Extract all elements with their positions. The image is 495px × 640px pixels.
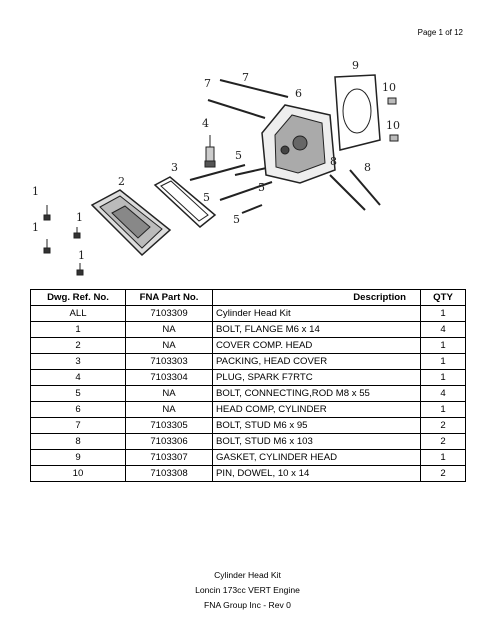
cell-desc: Cylinder Head Kit [213, 306, 421, 322]
cell-fna: 7103304 [126, 370, 213, 386]
cell-fna: NA [126, 338, 213, 354]
table-row [31, 386, 466, 402]
cell-desc: BOLT, FLANGE M6 x 14 [213, 322, 421, 338]
cell-qty: 4 [421, 322, 466, 338]
table-row [31, 354, 466, 370]
callout-label: 9 [352, 59, 359, 72]
callout-label: 10 [386, 119, 400, 132]
cell-desc: HEAD COMP, CYLINDER [213, 402, 421, 418]
table-row [31, 370, 466, 386]
table-row [31, 434, 466, 450]
callout-label: 7 [204, 77, 211, 90]
cell-qty: 1 [421, 450, 466, 466]
callout-label: 3 [171, 161, 178, 174]
callout-label: 8 [330, 155, 337, 168]
cell-dwg: 7 [31, 418, 126, 434]
callout-label: 8 [364, 161, 371, 174]
table-row [31, 306, 466, 322]
cell-desc: GASKET, CYLINDER HEAD [213, 450, 421, 466]
flange-bolt-icon [44, 239, 50, 253]
header-description: Description [213, 290, 421, 306]
page-footer [0, 568, 495, 613]
footer-engine: Loncin 173cc VERT Engine [195, 585, 300, 595]
cell-qty: 1 [421, 306, 466, 322]
cell-dwg: 5 [31, 386, 126, 402]
cell-dwg: 8 [31, 434, 126, 450]
footer-kit-name: Cylinder Head Kit [214, 570, 281, 580]
exploded-parts-diagram [30, 55, 470, 285]
cell-desc: BOLT, STUD M6 x 95 [213, 418, 421, 434]
flange-bolt-icon [44, 205, 50, 220]
header-fna-part: FNA Part No. [126, 290, 213, 306]
cell-qty: 1 [421, 370, 466, 386]
cell-fna: 7103305 [126, 418, 213, 434]
cell-dwg: 6 [31, 402, 126, 418]
cell-fna: NA [126, 402, 213, 418]
cell-dwg: 10 [31, 466, 126, 482]
table-row [31, 450, 466, 466]
header-qty: QTY [421, 290, 466, 306]
cell-qty: 1 [421, 338, 466, 354]
page-number: Page 1 of 12 [417, 28, 463, 37]
callout-label: 5 [233, 213, 240, 226]
table-row [31, 402, 466, 418]
callout-label: 1 [78, 249, 85, 262]
stud-bolt-icon [330, 170, 380, 210]
cell-desc: PACKING, HEAD COVER [213, 354, 421, 370]
table-row [31, 466, 466, 482]
stud-bolt-icon [208, 80, 288, 118]
callout-label: 2 [118, 175, 125, 188]
cell-qty: 2 [421, 434, 466, 450]
parts-table [30, 289, 466, 482]
cell-fna: 7103308 [126, 466, 213, 482]
callout-label: 1 [32, 221, 39, 234]
callout-label: 4 [202, 117, 209, 130]
callout-label: 10 [382, 81, 396, 94]
cell-qty: 1 [421, 402, 466, 418]
callout-label: 1 [32, 185, 39, 198]
cell-qty: 1 [421, 354, 466, 370]
table-row [31, 418, 466, 434]
cell-fna: 7103307 [126, 450, 213, 466]
callout-label: 6 [295, 87, 302, 100]
cell-desc: BOLT, CONNECTING,ROD M8 x 55 [213, 386, 421, 402]
cell-fna: 7103306 [126, 434, 213, 450]
flange-bolt-icon [74, 227, 80, 238]
cell-desc: BOLT, STUD M6 x 103 [213, 434, 421, 450]
callout-label: 5 [203, 191, 210, 204]
cell-dwg: ALL [31, 306, 126, 322]
cell-desc: PIN, DOWEL, 10 x 14 [213, 466, 421, 482]
head-cover-icon [92, 190, 170, 255]
footer-revision: FNA Group Inc - Rev 0 [204, 600, 291, 610]
cell-desc: COVER COMP. HEAD [213, 338, 421, 354]
spark-plug-icon [205, 135, 215, 167]
cell-fna: NA [126, 386, 213, 402]
table-header-row [31, 290, 466, 306]
cell-dwg: 3 [31, 354, 126, 370]
cell-dwg: 9 [31, 450, 126, 466]
callout-label: 5 [258, 181, 265, 194]
cell-qty: 2 [421, 466, 466, 482]
flange-bolt-icon [77, 263, 83, 275]
cylinder-head-gasket-icon [335, 75, 380, 150]
cylinder-head-icon [262, 105, 335, 183]
cell-desc: PLUG, SPARK F7RTC [213, 370, 421, 386]
cell-fna: NA [126, 322, 213, 338]
cell-dwg: 4 [31, 370, 126, 386]
cell-dwg: 2 [31, 338, 126, 354]
callout-label: 5 [235, 149, 242, 162]
cell-qty: 2 [421, 418, 466, 434]
callout-label: 1 [76, 211, 83, 224]
callout-label: 7 [242, 71, 249, 84]
cell-fna: 7103303 [126, 354, 213, 370]
cell-dwg: 1 [31, 322, 126, 338]
header-dwg-ref: Dwg. Ref. No. [31, 290, 126, 306]
table-row [31, 322, 466, 338]
cell-qty: 4 [421, 386, 466, 402]
table-row [31, 338, 466, 354]
cell-fna: 7103309 [126, 306, 213, 322]
